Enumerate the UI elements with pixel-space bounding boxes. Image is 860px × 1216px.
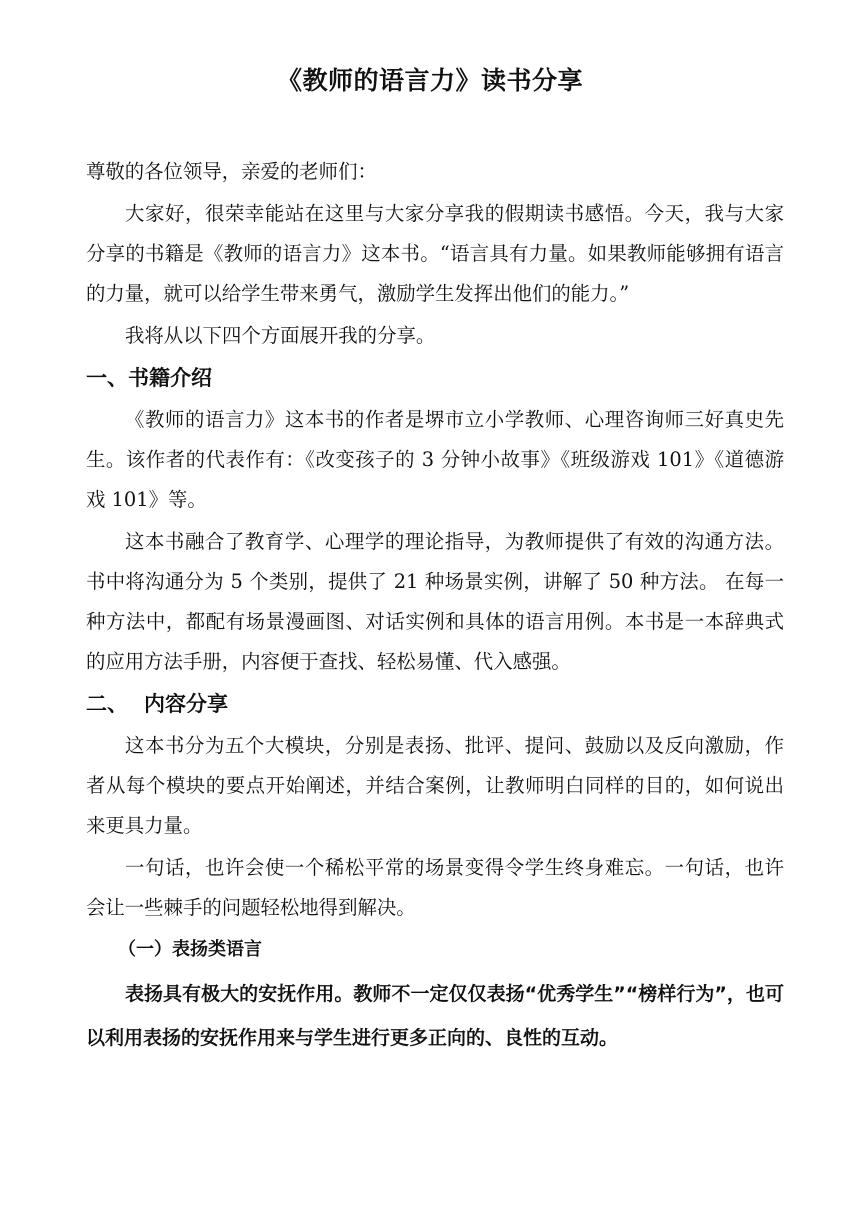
section-heading-number: 二、 [86,692,128,716]
praise-bold-paragraph: 表扬具有极大的安抚作用。教师不一定仅仅表扬“优秀学生”“榜样行为”，也可以利用表扬的安抚作用来与学生进行更多正向的、良性的互动。 [86,983,784,1049]
book-intro-paragraph-2: 这本书融合了教育学、心理学的理论指导，为教师提供了有效的沟通方法。书中将沟通分为 5 个类别，提供了 21 种场景实例，讲解了 50 种方法。 在每一种方法中，都配有场景漫画图、对话实例和具体的语言用例。本书是一本辞典式的应用方法手册，内容便于查找、轻松易懂、代入感强。 [86,530,784,673]
salutation: 尊敬的各位领导，亲爱的老师们： [86,160,377,183]
subsection-heading-praise: （一）表扬类语言 [118,939,262,960]
intro-paragraph-2: 我将从以下四个方面展开我的分享。 [125,324,436,347]
section-heading-text: 内容分享 [144,692,228,716]
document-title: 《教师的语言力》读书分享 [276,66,583,95]
content-paragraph-2: 一句话，也许会使一个稀松平常的场景变得令学生终身难忘。一句话，也许会让一些棘手的问题轻松地得到解决。 [86,856,784,919]
section-heading-content-sharing [86,682,784,726]
content-paragraph-1: 这本书分为五个大模块，分别是表扬、批评、提问、鼓励以及反向激励，作者从每个模块的要点开始阐述，并结合案例，让教师明白同样的目的，如何说出来更具力量。 [86,734,784,837]
document-body [86,152,784,1060]
book-intro-paragraph-1: 《教师的语言力》这本书的作者是堺市立小学教师、心理咨询师三好真史先生。该作者的代表作有：《改变孩子的 3 分钟小故事》《班级游戏 101》《道德游戏 101》等。 [86,408,784,511]
intro-paragraph-1: 大家好，很荣幸能站在这里与大家分享我的假期读书感悟。今天，我与大家分享的书籍是《教师的语言力》这本书。“语言具有力量。如果教师能够拥有语言的力量，就可以给学生带来勇气，激励学生发挥出他们的能力。” [86,202,784,305]
section-heading-book-intro: 一、书籍介绍 [86,366,212,390]
